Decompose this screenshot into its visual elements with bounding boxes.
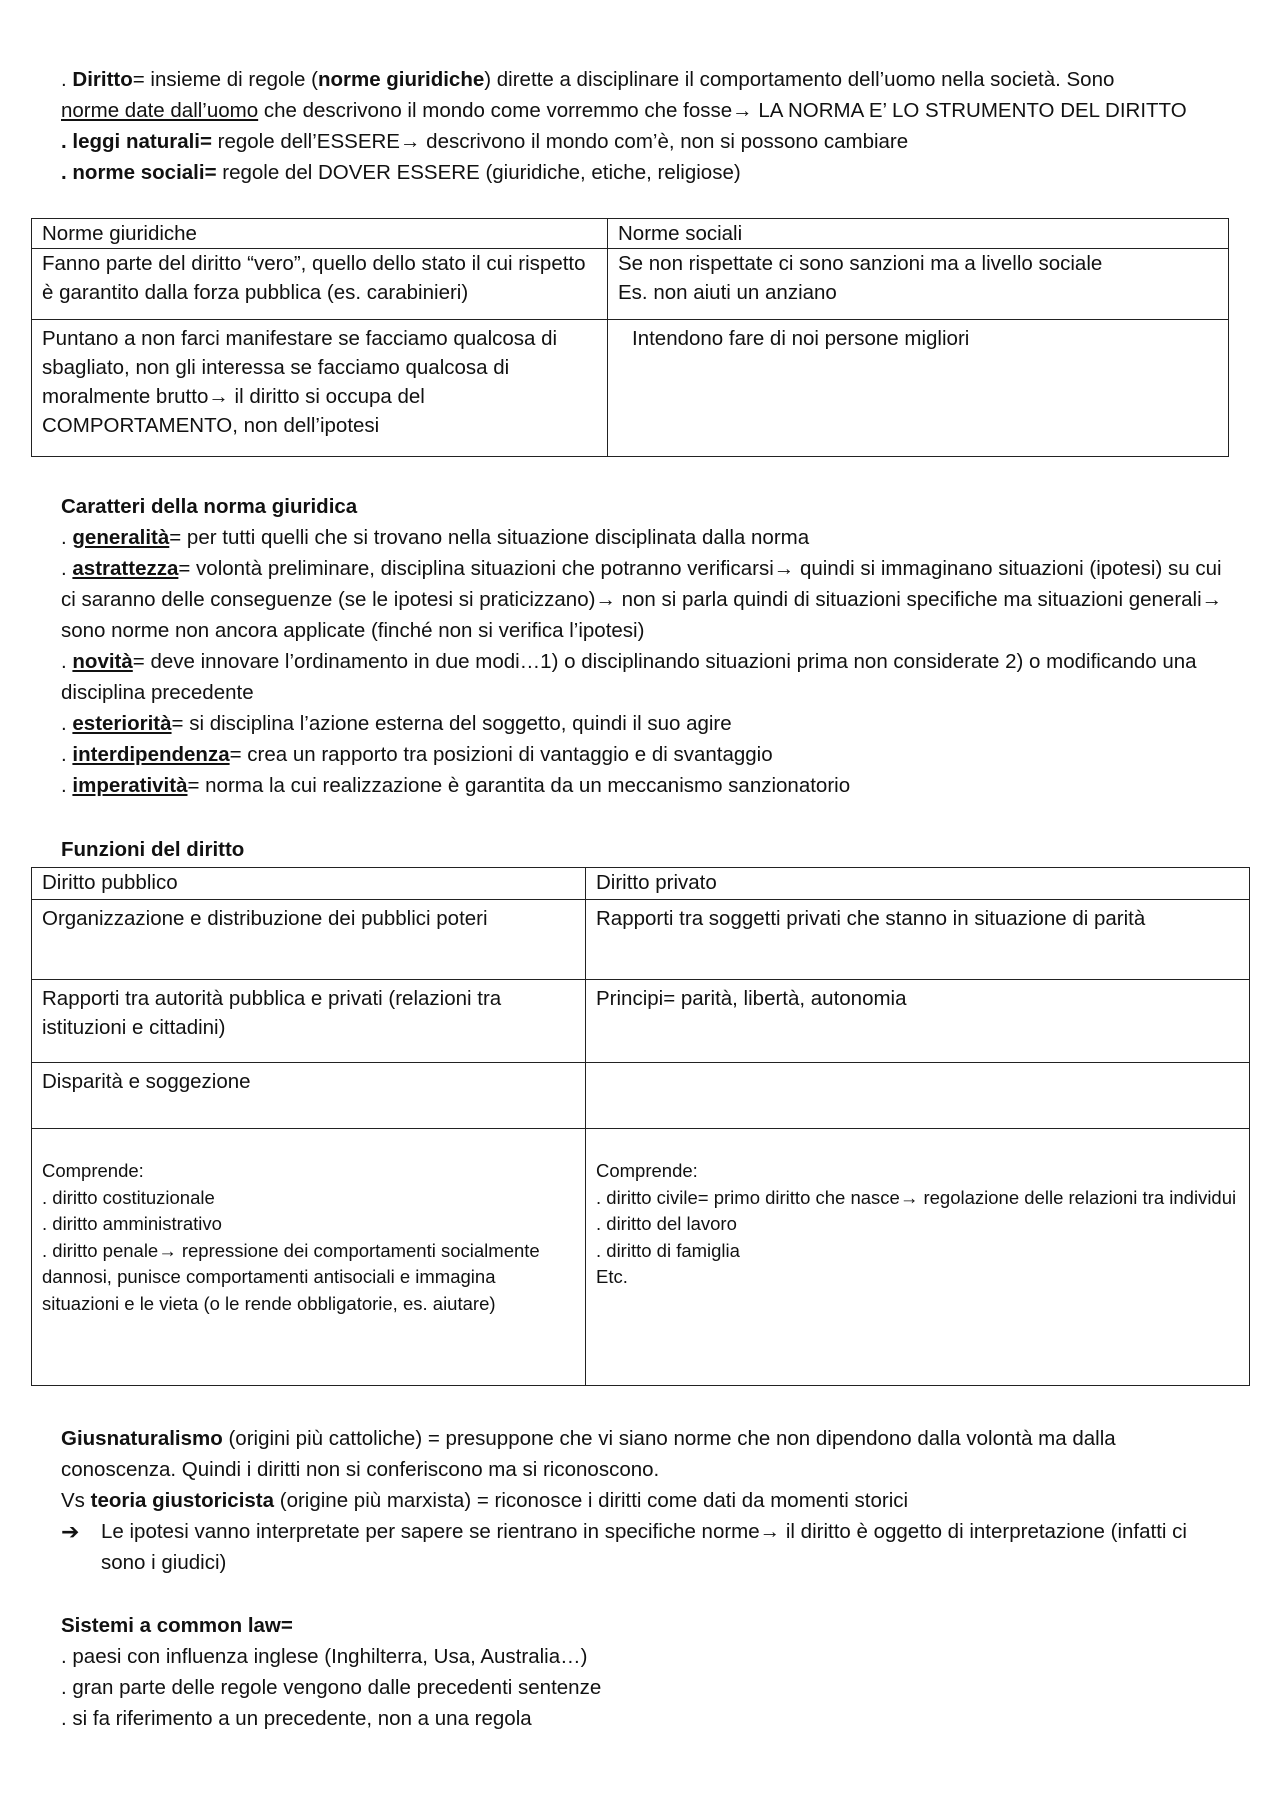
table-cell: Puntano a non farci manifestare se facciamo qualcosa di sbagliato, non gli interessa se facciamo qualcosa di moralmente brutto→ il diritto si occupa del COMPORTAMENTO, non dell’ipotesi — [32, 320, 608, 457]
table-cell: Principi= parità, libertà, autonomia — [586, 980, 1250, 1063]
arrow-icon: → — [208, 385, 229, 408]
arrow-icon: → — [1201, 588, 1223, 611]
table-cell: Comprende: . diritto civile= primo diritto che nasce→ regolazione delle relazioni tra individui . diritto del lavoro . diritto di famiglia Etc. — [586, 1129, 1250, 1386]
list-item: Le ipotesi vanno interpretate per sapere se rientrano in specifiche norme→ il diritto è oggetto di interpretazione (infatti ci sono i giudici) — [101, 1520, 1187, 1574]
arrow-icon: → — [595, 588, 616, 611]
section-title: Sistemi a common law= — [61, 1614, 293, 1637]
list-item: . novità= deve innovare l’ordinamento in due modi…1) o disciplinando situazioni prima non considerate 2) o modificando una disciplina precedente — [61, 650, 1197, 704]
list-item: . interdipendenza= crea un rapporto tra posizioni di vantaggio e di svantaggio — [61, 743, 773, 766]
arrow-icon: → — [732, 99, 753, 122]
list-item: . gran parte delle regole vengono dalle precedenti sentenze — [61, 1676, 602, 1699]
list-item: . generalità= per tutti quelli che si trovano nella situazione disciplinata dalla norma — [61, 526, 810, 549]
intro-leggi-naturali: . leggi naturali= regole dell’ESSERE→ descrivono il mondo com’è, non si possono cambiare — [61, 130, 909, 153]
table-cell: Organizzazione e distribuzione dei pubblici poteri — [32, 900, 586, 980]
list-item: . paesi con influenza inglese (Inghilterra, Usa, Australia…) — [61, 1645, 588, 1668]
list-item: . esteriorità= si disciplina l’azione esterna del soggetto, quindi il suo agire — [61, 712, 732, 735]
arrow-icon: → — [773, 557, 795, 580]
norme-table — [31, 218, 1229, 457]
arrow-bullet-icon: ➔ — [61, 1519, 80, 1544]
table-cell: Comprende: . diritto costituzionale . diritto amministrativo . diritto penale→ repressione dei comportamenti socialmente dannosi, punisce comportamenti antisociali e immagina situazioni e le vieta (o le rende obbligatorie, es. aiutare) — [32, 1129, 586, 1386]
section-title: Funzioni del diritto — [61, 838, 245, 861]
giusnaturalismo-paragraph: Giusnaturalismo (origini più cattoliche) = presuppone che vi siano norme che non dipendono dalla volontà ma dalla conoscenza. Quindi i diritti non si conferiscono ma si riconoscono. — [61, 1427, 1116, 1481]
intro-diritto: . Diritto= insieme di regole (norme giuridiche) dirette a disciplinare il comportamento dell’uomo nella società. Sono norme date dall’uomo che descrivono il mondo come vorremmo che fosse→ LA NORMA E’ LO STRUMENTO DEL DIRITTO — [61, 68, 1187, 122]
arrow-icon: → — [158, 1239, 177, 1261]
arrow-icon: → — [899, 1186, 919, 1208]
list-item: . astrattezza= volontà preliminare, disciplina situazioni che potranno verificarsi→ quindi si immaginano situazioni (ipotesi) su cui ci saranno delle conseguenze (se le ipotesi si praticizzano)→ non si parla quindi di situazioni specifiche ma situazioni generali→ sono norme non ancora applicate (finché non si verifica l’ipotesi) — [61, 557, 1223, 642]
funzioni-table — [31, 867, 1250, 1386]
table-cell: Fanno parte del diritto “vero”, quello dello stato il cui rispetto è garantito dalla forza pubblica (es. carabinieri) — [32, 249, 608, 320]
table-cell: Disparità e soggezione — [32, 1063, 586, 1129]
table-cell: Intendono fare di noi persone migliori — [608, 320, 1229, 457]
diritto-pubblico-header: Diritto pubblico — [32, 868, 586, 900]
norme-sociali-header: Norme sociali — [608, 219, 1229, 249]
section-title: Caratteri della norma giuridica — [61, 495, 358, 518]
list-item: . si fa riferimento a un precedente, non a una regola — [61, 1707, 532, 1730]
arrow-icon: → — [399, 130, 421, 153]
norme-giuridiche-header: Norme giuridiche — [32, 219, 608, 249]
intro-norme-sociali: . norme sociali= regole del DOVER ESSERE (giuridiche, etiche, religiose) — [61, 161, 741, 184]
arrow-icon: → — [759, 1520, 781, 1543]
diritto-term: Diritto — [72, 68, 133, 91]
table-cell: Se non rispettate ci sono sanzioni ma a livello sociale Es. non aiuti un anziano — [608, 249, 1229, 320]
table-cell: Rapporti tra soggetti privati che stanno in situazione di parità — [586, 900, 1250, 980]
giustoricista-paragraph: Vs teoria giustoricista (origine più marxista) = riconosce i diritti come dati da momenti storici — [61, 1489, 909, 1512]
table-cell: Rapporti tra autorità pubblica e privati (relazioni tra istituzioni e cittadini) — [32, 980, 586, 1063]
list-item: . imperatività= norma la cui realizzazione è garantita da un meccanismo sanzionatorio — [61, 774, 851, 797]
diritto-privato-header: Diritto privato — [586, 868, 1250, 900]
table-cell — [586, 1063, 1250, 1129]
